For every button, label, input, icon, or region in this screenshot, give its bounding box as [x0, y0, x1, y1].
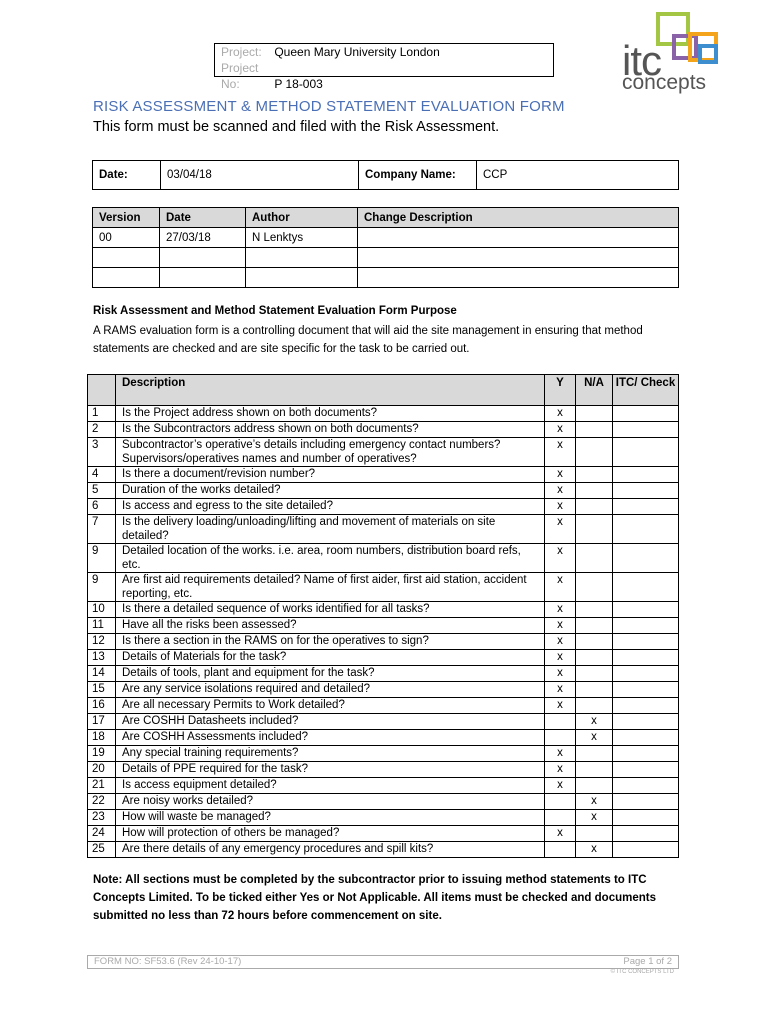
yes-mark	[545, 794, 576, 810]
itc-check-mark	[613, 515, 679, 544]
checklist-row	[88, 483, 679, 499]
checklist-row	[88, 810, 679, 826]
checklist-row	[88, 746, 679, 762]
item-number: 18	[88, 730, 116, 746]
itc-check-mark	[613, 714, 679, 730]
na-mark	[576, 778, 613, 794]
itc-check-mark	[613, 650, 679, 666]
date-header: Date	[160, 208, 246, 228]
change-description-header: Change Description	[358, 208, 679, 228]
form-number: FORM NO: SF53.6 (Rev 24-10-17)	[94, 956, 242, 967]
project-label: Project:	[221, 45, 262, 59]
item-number: 16	[88, 698, 116, 714]
item-number: 4	[88, 467, 116, 483]
checklist-row	[88, 762, 679, 778]
itc-check-mark	[613, 544, 679, 573]
item-description: Are all necessary Permits to Work detailed?	[116, 698, 545, 714]
copyright-text: © ITC CONCEPTS LTD	[610, 969, 674, 975]
version-row	[93, 268, 679, 288]
item-description: Have all the risks been assessed?	[116, 618, 545, 634]
item-number: 14	[88, 666, 116, 682]
item-description: Detailed location of the works. i.e. area, room numbers, distribution board refs, etc.	[116, 544, 545, 573]
number-header	[88, 375, 116, 406]
itc-check-mark	[613, 467, 679, 483]
yes-mark: x	[545, 650, 576, 666]
na-mark	[576, 438, 613, 467]
na-mark	[576, 650, 613, 666]
item-number: 10	[88, 602, 116, 618]
checklist-row	[88, 515, 679, 544]
itc-check-mark	[613, 483, 679, 499]
itc-check-mark	[613, 634, 679, 650]
item-number: 19	[88, 746, 116, 762]
author-cell	[246, 248, 358, 268]
version-row	[93, 228, 679, 248]
na-mark	[576, 467, 613, 483]
author-header: Author	[246, 208, 358, 228]
yes-mark: x	[545, 778, 576, 794]
version-cell	[93, 268, 160, 288]
company-value: CCP	[477, 161, 679, 190]
project-no-row	[221, 60, 553, 91]
item-description: Are COSHH Assessments included?	[116, 730, 545, 746]
item-number: 17	[88, 714, 116, 730]
yes-mark: x	[545, 515, 576, 544]
na-mark	[576, 573, 613, 602]
item-description: How will waste be managed?	[116, 810, 545, 826]
yes-mark: x	[545, 762, 576, 778]
checklist-row	[88, 467, 679, 483]
na-mark	[576, 762, 613, 778]
yes-mark	[545, 714, 576, 730]
item-description: Subcontractor’s operative’s details including emergency contact numbers? Supervisors/operatives names and number of operatives?	[116, 438, 545, 467]
checklist-row	[88, 573, 679, 602]
yes-mark	[545, 842, 576, 858]
itc-check-mark	[613, 666, 679, 682]
item-description: Are first aid requirements detailed? Name of first aider, first aid station, accident reporting, etc.	[116, 573, 545, 602]
itc-check-mark	[613, 810, 679, 826]
item-number: 9	[88, 573, 116, 602]
itc-check-mark	[613, 618, 679, 634]
itc-check-mark	[613, 794, 679, 810]
purpose-heading: Risk Assessment and Method Statement Evaluation Form Purpose	[93, 305, 457, 317]
version-row	[93, 248, 679, 268]
item-description: Is the Project address shown on both documents?	[116, 406, 545, 422]
evaluation-checklist-table	[87, 374, 679, 858]
item-description: Details of tools, plant and equipment for the task?	[116, 666, 545, 682]
na-mark	[576, 618, 613, 634]
item-number: 12	[88, 634, 116, 650]
na-mark	[576, 746, 613, 762]
na-mark: x	[576, 794, 613, 810]
na-mark: x	[576, 714, 613, 730]
date-cell	[160, 268, 246, 288]
checklist-row	[88, 698, 679, 714]
logo-square-blue	[698, 44, 718, 64]
item-number: 1	[88, 406, 116, 422]
project-no-value: P 18-003	[274, 77, 323, 91]
na-mark	[576, 544, 613, 573]
na-header: N/A	[576, 375, 613, 406]
yes-mark	[545, 730, 576, 746]
item-number: 7	[88, 515, 116, 544]
date-cell: 27/03/18	[160, 228, 246, 248]
item-description: Duration of the works detailed?	[116, 483, 545, 499]
checklist-row	[88, 634, 679, 650]
project-info-box	[214, 43, 554, 91]
item-description: Are COSHH Datasheets included?	[116, 714, 545, 730]
checklist-row	[88, 650, 679, 666]
na-mark	[576, 483, 613, 499]
itc-check-mark	[613, 746, 679, 762]
item-description: Is access equipment detailed?	[116, 778, 545, 794]
item-description: Is there a document/revision number?	[116, 467, 545, 483]
page-footer	[87, 955, 679, 969]
itc-check-mark	[613, 499, 679, 515]
item-number: 22	[88, 794, 116, 810]
itc-check-mark	[613, 406, 679, 422]
yes-mark: x	[545, 666, 576, 682]
project-no-label: Project No:	[221, 61, 259, 91]
checklist-row	[88, 794, 679, 810]
item-description: Is access and egress to the site detailed?	[116, 499, 545, 515]
version-header: Version	[93, 208, 160, 228]
checklist-row	[88, 499, 679, 515]
submission-note: Note: All sections must be completed by the subcontractor prior to issuing method statements to ITC Concepts Limited. To be ticked either Yes or Not Applicable. All items must be checked and documents submitted no less than 72 hours before commencement on site.	[93, 874, 656, 922]
item-description: Details of Materials for the task?	[116, 650, 545, 666]
item-description: Are there details of any emergency procedures and spill kits?	[116, 842, 545, 858]
itc-check-mark	[613, 698, 679, 714]
yes-mark: x	[545, 483, 576, 499]
yes-mark: x	[545, 544, 576, 573]
itc-concepts-logo	[622, 10, 732, 95]
version-cell	[93, 248, 160, 268]
itc-check-mark	[613, 762, 679, 778]
na-mark: x	[576, 842, 613, 858]
item-number: 25	[88, 842, 116, 858]
yes-mark: x	[545, 499, 576, 515]
item-number: 9	[88, 544, 116, 573]
yes-mark: x	[545, 634, 576, 650]
change-cell	[358, 228, 679, 248]
item-number: 24	[88, 826, 116, 842]
na-mark	[576, 422, 613, 438]
yes-mark: x	[545, 618, 576, 634]
item-number: 23	[88, 810, 116, 826]
date-value: 03/04/18	[161, 161, 359, 190]
item-number: 5	[88, 483, 116, 499]
yes-header: Y	[545, 375, 576, 406]
checklist-row	[88, 406, 679, 422]
yes-mark: x	[545, 438, 576, 467]
yes-mark: x	[545, 698, 576, 714]
item-number: 11	[88, 618, 116, 634]
itc-check-mark	[613, 730, 679, 746]
change-cell	[358, 248, 679, 268]
yes-mark: x	[545, 746, 576, 762]
checklist-row	[88, 544, 679, 573]
description-header: Description	[116, 375, 545, 406]
item-description: Any special training requirements?	[116, 746, 545, 762]
yes-mark: x	[545, 406, 576, 422]
page-number: Page 1 of 2	[623, 956, 672, 967]
version-cell: 00	[93, 228, 160, 248]
item-description: How will protection of others be managed?	[116, 826, 545, 842]
na-mark	[576, 682, 613, 698]
na-mark	[576, 499, 613, 515]
item-description: Is there a section in the RAMS on for the operatives to sign?	[116, 634, 545, 650]
author-cell	[246, 268, 358, 288]
itc-check-header: ITC/ Check	[613, 375, 679, 406]
project-row	[221, 44, 553, 60]
logo-text-concepts: concepts	[622, 71, 707, 94]
na-mark	[576, 602, 613, 618]
item-description: Is the Subcontractors address shown on both documents?	[116, 422, 545, 438]
checklist-row	[88, 602, 679, 618]
yes-mark: x	[545, 602, 576, 618]
itc-check-mark	[613, 438, 679, 467]
item-number: 6	[88, 499, 116, 515]
itc-check-mark	[613, 842, 679, 858]
item-description: Is the delivery loading/unloading/lifting and movement of materials on site detailed?	[116, 515, 545, 544]
na-mark	[576, 698, 613, 714]
date-company-table	[92, 160, 679, 190]
logo-text-itc: itc	[622, 37, 661, 84]
project-value: Queen Mary University London	[274, 45, 440, 59]
na-mark	[576, 515, 613, 544]
itc-check-mark	[613, 826, 679, 842]
item-number: 3	[88, 438, 116, 467]
form-title: RISK ASSESSMENT & METHOD STATEMENT EVALUATION FORM	[93, 98, 565, 115]
checklist-row	[88, 682, 679, 698]
itc-check-mark	[613, 778, 679, 794]
checklist-row	[88, 730, 679, 746]
checklist-row	[88, 666, 679, 682]
item-number: 13	[88, 650, 116, 666]
itc-check-mark	[613, 682, 679, 698]
na-mark	[576, 826, 613, 842]
item-description: Is there a detailed sequence of works identified for all tasks?	[116, 602, 545, 618]
yes-mark: x	[545, 826, 576, 842]
itc-check-mark	[613, 573, 679, 602]
checklist-row	[88, 826, 679, 842]
checklist-row	[88, 438, 679, 467]
item-description: Details of PPE required for the task?	[116, 762, 545, 778]
item-number: 20	[88, 762, 116, 778]
na-mark: x	[576, 810, 613, 826]
form-subtitle: This form must be scanned and filed with the Risk Assessment.	[93, 119, 500, 135]
checklist-row	[88, 422, 679, 438]
yes-mark: x	[545, 422, 576, 438]
purpose-body: A RAMS evaluation form is a controlling document that will aid the site management in ensuring that method statements are checked and are site specific for the task to be carried out.	[93, 325, 643, 355]
version-header-row	[93, 208, 679, 228]
na-mark	[576, 406, 613, 422]
yes-mark	[545, 810, 576, 826]
item-description: Are noisy works detailed?	[116, 794, 545, 810]
itc-check-mark	[613, 422, 679, 438]
checklist-header-row	[88, 375, 679, 406]
version-table	[92, 207, 679, 288]
item-number: 21	[88, 778, 116, 794]
itc-check-mark	[613, 602, 679, 618]
date-label: Date:	[93, 161, 161, 190]
na-mark	[576, 666, 613, 682]
na-mark	[576, 634, 613, 650]
item-number: 2	[88, 422, 116, 438]
checklist-row	[88, 618, 679, 634]
author-cell: N Lenktys	[246, 228, 358, 248]
date-cell	[160, 248, 246, 268]
change-cell	[358, 268, 679, 288]
na-mark: x	[576, 730, 613, 746]
item-description: Are any service isolations required and detailed?	[116, 682, 545, 698]
item-number: 15	[88, 682, 116, 698]
yes-mark: x	[545, 467, 576, 483]
checklist-row	[88, 714, 679, 730]
company-label: Company Name:	[359, 161, 477, 190]
checklist-row	[88, 842, 679, 858]
yes-mark: x	[545, 682, 576, 698]
yes-mark: x	[545, 573, 576, 602]
checklist-row	[88, 778, 679, 794]
